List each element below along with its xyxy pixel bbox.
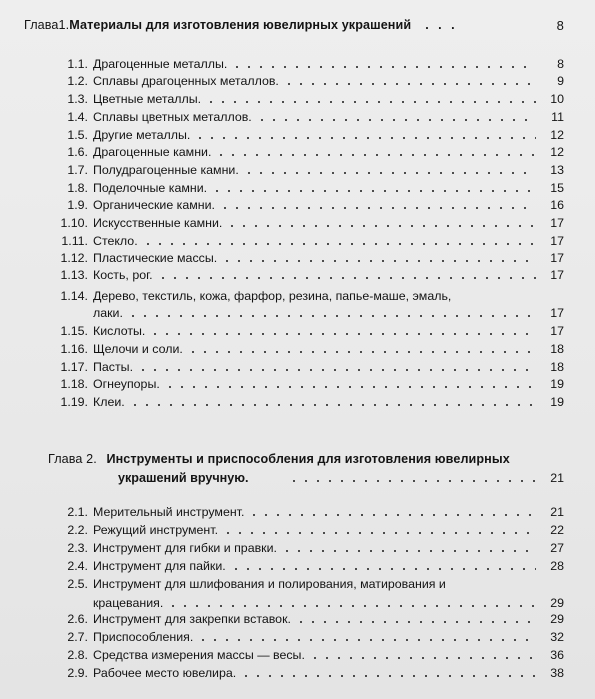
toc-entry-1-14 — [50, 289, 564, 307]
chapter-2-heading — [48, 452, 564, 466]
entry-number: 1.12. — [60, 251, 88, 265]
leader-dots — [137, 369, 536, 371]
entry-number: 1.16. — [60, 342, 88, 356]
leader-dots — [215, 154, 536, 156]
entry-page: 28 — [550, 559, 564, 573]
leader-dots — [211, 190, 536, 192]
entry-number: 1.7. — [67, 163, 88, 177]
entry-number: 1.17. — [60, 360, 88, 374]
entry-title: Кислоты. — [93, 324, 146, 338]
entry-page: 18 — [550, 360, 564, 374]
entry-number: 1.19. — [60, 395, 88, 409]
entry-title: Органические камни. — [93, 198, 215, 212]
entry-page: 15 — [550, 181, 564, 195]
toc-entry-1-6 — [50, 145, 564, 163]
entry-number: 1.5. — [67, 128, 88, 142]
toc-entry-1-8 — [50, 181, 564, 199]
entry-title: Стекло. — [93, 234, 138, 248]
leader-dots — [295, 621, 536, 623]
leader-dots — [194, 137, 536, 139]
entry-title: Рабочее место ювелира. — [93, 666, 237, 680]
chapter-2-heading-line2 — [48, 471, 564, 489]
leader-dots — [226, 225, 536, 227]
entry-title: Приспособления. — [93, 630, 194, 644]
toc-entry-1-10 — [50, 216, 564, 234]
leader-dots — [288, 480, 536, 482]
entry-number: 2.8. — [67, 648, 88, 662]
toc-entry-1-4 — [50, 110, 564, 128]
entry-number: 1.15. — [60, 324, 88, 338]
entry-title: Дерево, текстиль, кожа, фарфор, резина, папье-маше, эмаль, — [93, 289, 452, 303]
leader-dots — [157, 277, 536, 279]
entry-page: 8 — [557, 57, 564, 71]
entry-page: 17 — [550, 216, 564, 230]
entry-page: 11 — [551, 110, 564, 124]
leader-dots — [248, 514, 536, 516]
toc-entry-2-8 — [50, 648, 564, 666]
toc-entry-2-3 — [50, 541, 564, 559]
entry-page: 36 — [550, 648, 564, 662]
toc-entry-1-1 — [50, 57, 564, 75]
toc-entry-1-2 — [50, 74, 564, 92]
chapter-2-label: Глава 2. — [48, 452, 97, 466]
toc-entry-2-9 — [50, 666, 564, 684]
toc-entry-1-15 — [50, 324, 564, 342]
chapter-1-dots: . . . — [425, 18, 458, 32]
entry-page: 29 — [550, 596, 564, 610]
entry-title: Искусственные камни. — [93, 216, 223, 230]
entry-title: Инструмент для шлифования и полирования, матирования и — [93, 577, 446, 591]
leader-dots — [231, 66, 536, 68]
entry-title: Цветные металлы. — [93, 92, 202, 106]
leader-dots — [142, 243, 536, 245]
toc-entry-2-2 — [50, 523, 564, 541]
entry-title: Инструмент для гибки и правки. — [93, 541, 277, 555]
entry-title-continued: крацевания. — [93, 596, 164, 610]
entry-page: 17 — [550, 251, 564, 265]
chapter-1-heading — [24, 18, 564, 32]
entry-page: 9 — [557, 74, 564, 88]
toc-entry-1-13 — [50, 268, 564, 286]
toc-entry-1-11 — [50, 234, 564, 252]
entry-page: 29 — [550, 612, 564, 626]
toc-entry-2-1 — [50, 505, 564, 523]
toc-entry-1-7 — [50, 163, 564, 181]
entry-title-continued: лаки. — [93, 306, 123, 320]
entry-number: 2.5. — [67, 577, 88, 591]
entry-title: Пасты. — [93, 360, 134, 374]
leader-dots — [243, 172, 536, 174]
entry-number: 1.10. — [60, 216, 88, 230]
entry-title: Огнеупоры. — [93, 377, 160, 391]
entry-number: 1.11. — [61, 234, 88, 248]
entry-page: 12 — [550, 145, 564, 159]
entry-title: Пластические массы. — [93, 251, 218, 265]
leader-dots — [222, 532, 536, 534]
toc-entry-1-3 — [50, 92, 564, 110]
entry-number: 2.9. — [67, 666, 88, 680]
toc-entry-2-5 — [50, 577, 564, 595]
entry-title: Режущий инструмент. — [93, 523, 219, 537]
leader-dots — [221, 260, 536, 262]
chapter-1-title: Материалы для изготовления ювелирных украшений — [69, 18, 412, 32]
chapter-2-title-line1: Инструменты и приспособления для изготовления ювелирных — [106, 452, 510, 466]
entry-title: Сплавы цветных металлов. — [93, 110, 252, 124]
entry-page: 17 — [550, 306, 564, 320]
chapter-1-label: Глава1. — [24, 18, 70, 32]
entry-page: 19 — [550, 395, 564, 409]
entry-number: 1.2. — [67, 74, 88, 88]
leader-dots — [219, 207, 536, 209]
entry-number: 2.6. — [67, 612, 88, 626]
entry-page: 10 — [550, 92, 564, 106]
entry-page: 22 — [550, 523, 564, 537]
leader-dots — [127, 315, 536, 317]
entry-number: 1.8. — [67, 181, 88, 195]
leader-dots — [187, 351, 536, 353]
leader-dots — [164, 386, 536, 388]
entry-title: Клеи. — [93, 395, 125, 409]
entry-page: 12 — [550, 128, 564, 142]
entry-title: Полудрагоценные камни. — [93, 163, 239, 177]
entry-page: 21 — [550, 505, 564, 519]
entry-title: Инструмент для закрепки вставок. — [93, 612, 291, 626]
entry-title: Средства измерения массы — весы. — [93, 648, 305, 662]
entry-title: Драгоценные металлы. — [93, 57, 228, 71]
leader-dots — [205, 101, 536, 103]
leader-dots — [167, 605, 536, 607]
entry-page: 38 — [550, 666, 564, 680]
entry-number: 1.18. — [60, 377, 88, 391]
leader-dots — [256, 119, 536, 121]
entry-title: Щелочи и соли. — [93, 342, 183, 356]
toc-entry-1-18 — [50, 377, 564, 395]
entry-number: 1.6. — [67, 145, 88, 159]
leader-dots — [240, 675, 536, 677]
toc-entry-1-19 — [50, 395, 564, 413]
chapter-2-title-line2: украшений вручную. — [118, 471, 249, 485]
entry-number: 1.1. — [67, 57, 88, 71]
entry-page: 16 — [550, 198, 564, 212]
entry-number: 1.14. — [60, 289, 88, 303]
toc-entry-2-4 — [50, 559, 564, 577]
entry-page: 19 — [550, 377, 564, 391]
entry-number: 2.3. — [67, 541, 88, 555]
leader-dots — [283, 83, 536, 85]
entry-number: 2.4. — [67, 559, 88, 573]
entry-title: Другие металлы. — [93, 128, 191, 142]
toc-entry-2-6 — [50, 612, 564, 630]
entry-title: Сплавы драгоценных металлов. — [93, 74, 279, 88]
entry-title: Поделочные камни. — [93, 181, 208, 195]
leader-dots — [230, 568, 536, 570]
entry-title: Кость, рог. — [93, 268, 153, 282]
toc-entry-1-5 — [50, 128, 564, 146]
toc-entry-1-17 — [50, 360, 564, 378]
chapter-2-page: 21 — [550, 471, 564, 485]
entry-page: 17 — [550, 234, 564, 248]
entry-number: 1.9. — [67, 198, 88, 212]
entry-page: 18 — [550, 342, 564, 356]
entry-number: 2.1. — [67, 505, 88, 519]
entry-page: 27 — [550, 541, 564, 555]
toc-entry-1-9 — [50, 198, 564, 216]
entry-number: 1.4. — [67, 110, 88, 124]
entry-number: 2.7. — [67, 630, 88, 644]
leader-dots — [197, 639, 536, 641]
entry-page: 13 — [550, 163, 564, 177]
toc-entry-1-12 — [50, 251, 564, 269]
entry-number: 2.2. — [67, 523, 88, 537]
toc-entry-1-14-continued — [50, 306, 564, 324]
toc-entry-2-7 — [50, 630, 564, 648]
entry-title: Мерительный инструмент. — [93, 505, 245, 519]
entry-title: Инструмент для пайки. — [93, 559, 226, 573]
entry-number: 1.13. — [60, 268, 88, 282]
leader-dots — [309, 657, 536, 659]
entry-page: 17 — [550, 268, 564, 282]
leader-dots — [129, 404, 536, 406]
entry-title: Драгоценные камни. — [93, 145, 212, 159]
leader-dots — [149, 333, 536, 335]
entry-page: 32 — [550, 630, 564, 644]
leader-dots — [281, 550, 536, 552]
entry-page: 17 — [550, 324, 564, 338]
chapter-1-page: 8 — [556, 18, 564, 33]
toc-entry-1-16 — [50, 342, 564, 360]
entry-number: 1.3. — [67, 92, 88, 106]
